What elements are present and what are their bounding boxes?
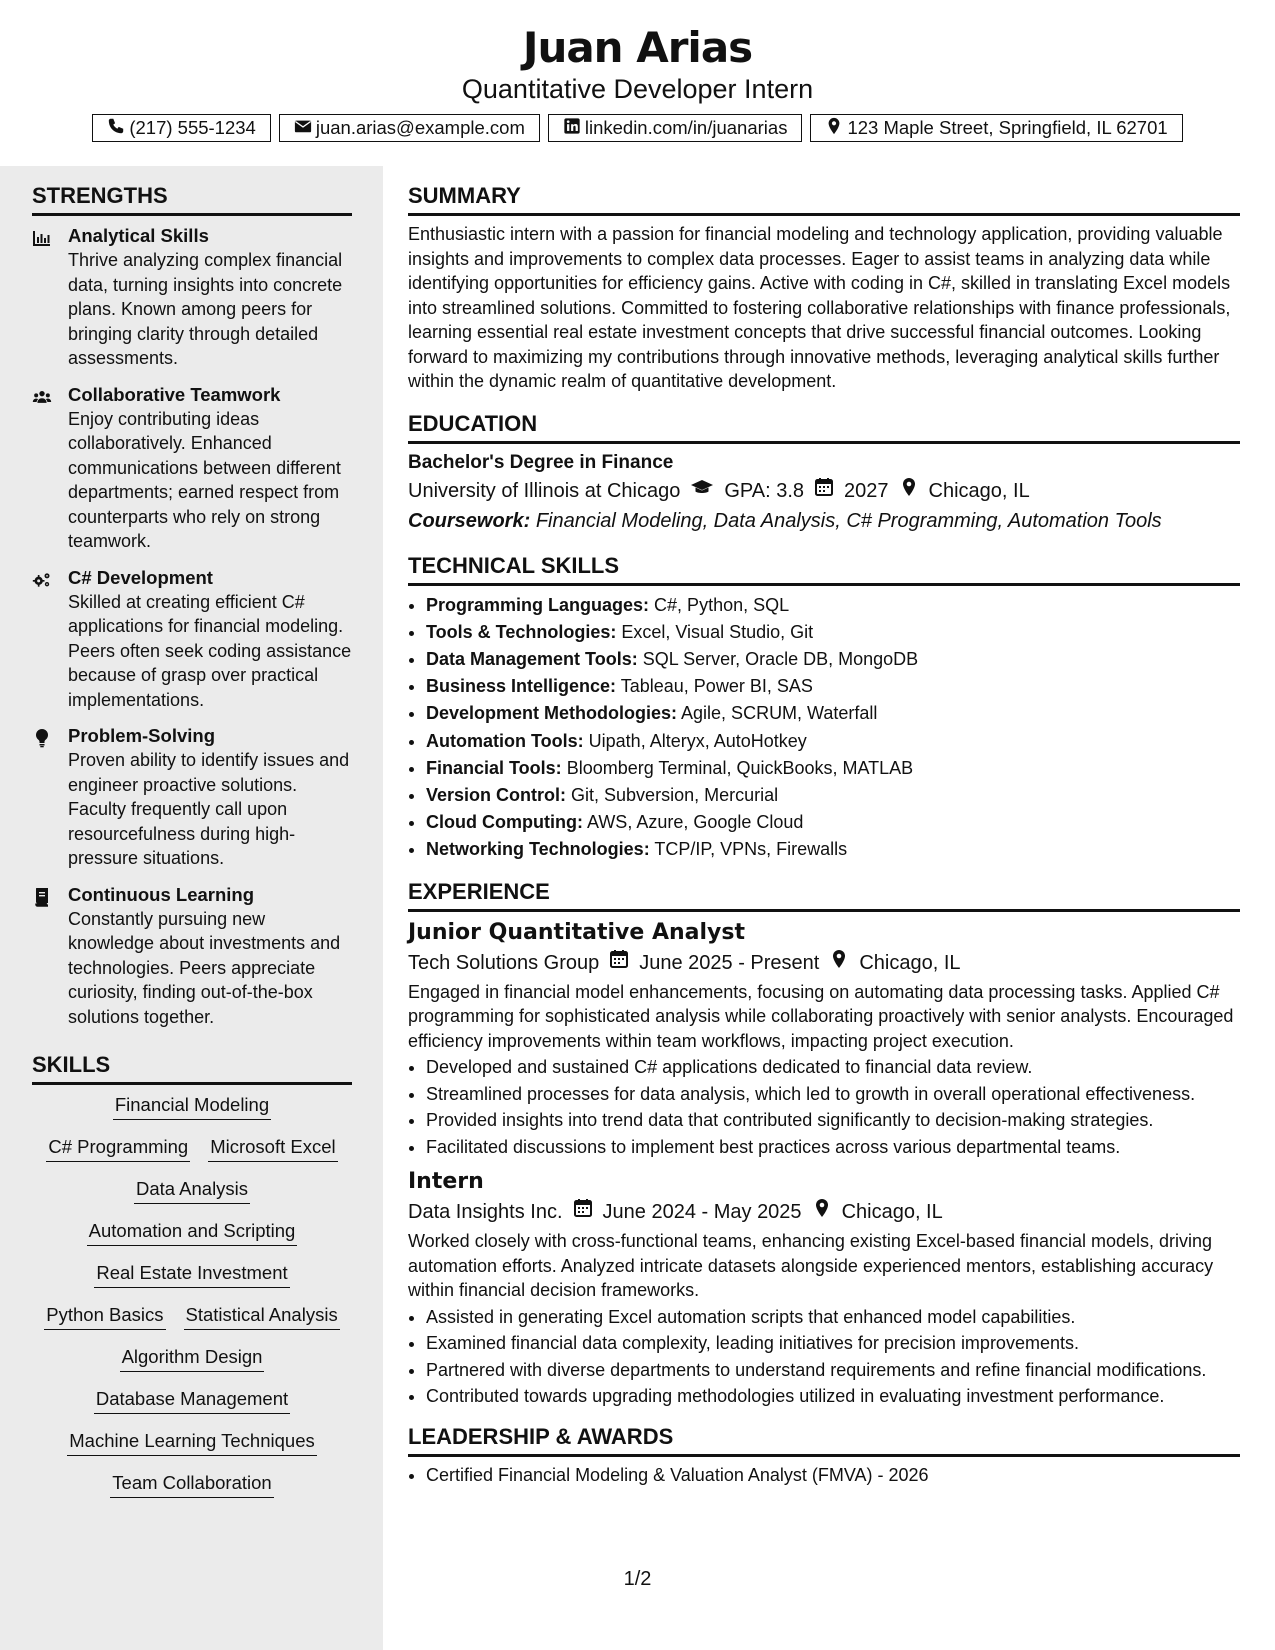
job-dates: June 2024 - May 2025 xyxy=(602,1201,802,1224)
contact-text: (217) 555-1234 xyxy=(129,117,256,138)
list-item xyxy=(426,782,1240,809)
skill-category: Programming Languages: xyxy=(426,594,650,615)
list-item: • Certified Financial Modeling & Valuation Analyst (FMVA) - 2026 xyxy=(426,1463,1240,1488)
skill-category: Version Control: xyxy=(426,784,567,805)
strength-item xyxy=(32,383,352,554)
strength-title: Problem-Solving xyxy=(68,725,215,746)
job-description: Engaged in financial model enhancements, focusing on automating data processing tasks. Applied C# programming for sophisticated analysis while collaborating proactively with senior analysts. Encouraged efficiency improvements within team workflows, impacting project execution. xyxy=(408,981,1234,1051)
strength-desc: Constantly pursuing new knowledge about investments and technologies. Peers appreciate curiosity, finding out-of-the-box solutions together. xyxy=(68,908,341,1027)
skill-category: Development Methodologies: xyxy=(426,703,678,724)
skill-values: Tableau, Power BI, SAS xyxy=(620,676,813,697)
technical-skills-heading: TECHNICAL SKILLS xyxy=(408,552,1240,586)
list-item: • Developed and sustained C# applications dedicated to financial data review. xyxy=(426,1055,1240,1080)
list-item: • Partnered with diverse departments to understand requirements and refine financial modifications. xyxy=(426,1358,1240,1383)
bar-chart-icon xyxy=(32,235,52,252)
experience-heading: EXPERIENCE xyxy=(408,878,1240,912)
graduation-year: 2027 xyxy=(844,479,889,502)
job-bullets xyxy=(408,1305,1240,1409)
job-location: Chicago, IL xyxy=(859,951,961,974)
graduation-cap-icon xyxy=(690,476,714,506)
main-column xyxy=(408,166,1240,1489)
skill-category: Data Management Tools: xyxy=(426,648,638,669)
location-pin-icon xyxy=(825,117,843,140)
strength-item xyxy=(32,883,352,1030)
coursework-list: Financial Modeling, Data Analysis, C# Programming, Automation Tools xyxy=(535,509,1162,532)
skill-tag: Database Management xyxy=(94,1385,290,1414)
list-item: • Assisted in generating Excel automation scripts that enhanced model capabilities. xyxy=(426,1305,1240,1330)
skill-values: AWS, Azure, Google Cloud xyxy=(586,812,804,833)
skill-values: TCP/IP, VPNs, Firewalls xyxy=(654,839,848,860)
strengths-heading: STRENGTHS xyxy=(32,182,352,216)
lightbulb-icon xyxy=(32,735,52,752)
education-heading: EDUCATION xyxy=(408,410,1240,444)
list-item xyxy=(426,619,1240,646)
company-name: Tech Solutions Group xyxy=(408,951,600,974)
summary-text: Enthusiastic intern with a passion for financial modeling and technology application, providing valuable insights and improvements to complex data processes. Eager to assist teams in analyzing data while identifying opportunities for efficiency gains. Active with coding in C#, skilled in translating Excel models into streamlined solutions. Committed to fostering collaborative relationships with finance professionals, learning essential real estate investment concepts that drive successful financial outcomes. Looking forward to maximizing my contributions through innovative methods, leveraging analytical skills further within the dynamic realm of quantitative development. xyxy=(408,224,1231,391)
list-item xyxy=(426,592,1240,619)
phone-icon xyxy=(107,117,125,140)
skill-values: Excel, Visual Studio, Git xyxy=(621,621,814,642)
users-icon xyxy=(32,394,52,411)
list-item xyxy=(426,646,1240,673)
strength-desc: Skilled at creating efficient C# applications for financial modeling. Peers often seek coding assistance because of grasp over practical implementations. xyxy=(68,591,352,710)
contact-email[interactable] xyxy=(279,114,540,142)
skill-tag: Statistical Analysis xyxy=(184,1301,340,1330)
skills-heading: SKILLS xyxy=(32,1051,352,1085)
strength-title: Continuous Learning xyxy=(68,883,255,905)
list-item xyxy=(426,836,1240,863)
sidebar xyxy=(0,166,383,1650)
job-bullets xyxy=(408,1055,1240,1159)
location-pin-icon xyxy=(829,948,849,978)
strength-desc: Thrive analyzing complex financial data, turning insights into concrete plans. Known among peers for bringing clarity through detailed assessments. xyxy=(68,250,343,368)
leadership-list xyxy=(408,1463,1240,1488)
job-dates: June 2025 - Present xyxy=(639,951,820,974)
job-title: Junior Quantitative Analyst xyxy=(408,919,745,945)
job-entry xyxy=(408,918,1240,1160)
linkedin-icon xyxy=(563,117,581,140)
gears-icon xyxy=(32,577,52,594)
skill-tag: Data Analysis xyxy=(134,1175,250,1204)
list-item: • Streamlined processes for data analysis, which led to growth in overall operational effectiveness. xyxy=(426,1082,1240,1107)
strength-title: Collaborative Teamwork xyxy=(68,383,281,405)
contact-text: juan.arias@example.com xyxy=(315,117,525,138)
skill-tag: Algorithm Design xyxy=(120,1343,265,1372)
skill-values: C#, Python, SQL xyxy=(654,594,790,615)
list-item: • Examined financial data complexity, leading initiatives for precision improvements. xyxy=(426,1331,1240,1356)
skill-values: SQL Server, Oracle DB, MongoDB xyxy=(642,648,919,669)
skill-tag: Microsoft Excel xyxy=(208,1133,337,1162)
strength-title: C# Development xyxy=(68,566,213,588)
skill-values: Uipath, Alteryx, AutoHotkey xyxy=(588,730,807,751)
degree-title: Bachelor's Degree in Finance xyxy=(408,451,674,473)
list-item xyxy=(426,673,1240,700)
location-pin-icon xyxy=(812,1197,832,1227)
page-number: 1/2 xyxy=(623,1568,652,1590)
skill-category: Financial Tools: xyxy=(426,757,562,778)
calendar-icon xyxy=(573,1197,593,1227)
contact-text: linkedin.com/in/juanarias xyxy=(584,117,788,138)
skill-category: Networking Technologies: xyxy=(426,839,650,860)
strength-item xyxy=(32,224,352,371)
list-item xyxy=(426,728,1240,755)
skill-tag: Real Estate Investment xyxy=(94,1259,289,1288)
education-meta xyxy=(408,476,1240,506)
skill-category: Tools & Technologies: xyxy=(426,621,617,642)
skill-values: Git, Subversion, Mercurial xyxy=(571,784,779,805)
skill-tag: Python Basics xyxy=(44,1301,165,1330)
calendar-icon xyxy=(609,948,629,978)
contact-linkedin[interactable] xyxy=(548,114,803,142)
strength-item xyxy=(32,724,352,871)
candidate-name: Juan Arias xyxy=(522,23,753,72)
contact-phone[interactable] xyxy=(92,114,271,142)
skill-values: Bloomberg Terminal, QuickBooks, MATLAB xyxy=(566,757,914,778)
skill-tag: C# Programming xyxy=(46,1133,190,1162)
list-item xyxy=(426,755,1240,782)
job-meta xyxy=(408,948,1240,978)
list-item: • Provided insights into trend data that contributed significantly to decision-making strategies. xyxy=(426,1108,1240,1133)
skill-tag: Financial Modeling xyxy=(113,1091,271,1120)
coursework xyxy=(408,506,1240,536)
job-meta xyxy=(408,1197,1240,1227)
gpa: GPA: 3.8 xyxy=(724,479,805,502)
calendar-icon xyxy=(814,476,834,506)
skill-tag: Machine Learning Techniques xyxy=(67,1427,316,1456)
coursework-label: Coursework: xyxy=(408,509,531,532)
contact-address[interactable] xyxy=(810,114,1182,142)
strength-desc: Proven ability to identify issues and engineer proactive solutions. Faculty frequently call upon resourcefulness during high-pressure situations. xyxy=(68,750,350,868)
contact-bar xyxy=(0,114,1275,142)
summary-heading: SUMMARY xyxy=(408,182,1240,216)
company-name: Data Insights Inc. xyxy=(408,1201,563,1224)
skill-values: Agile, SCRUM, Waterfall xyxy=(681,703,878,724)
leadership-heading: LEADERSHIP & AWARDS xyxy=(408,1423,1240,1457)
technical-skills-list xyxy=(408,592,1240,864)
job-location: Chicago, IL xyxy=(841,1201,943,1224)
location-pin-icon xyxy=(899,476,919,506)
skill-category: Cloud Computing: xyxy=(426,812,583,833)
skill-category: Business Intelligence: xyxy=(426,676,617,697)
skill-category: Automation Tools: xyxy=(426,730,584,751)
book-icon xyxy=(32,894,52,911)
list-item xyxy=(426,809,1240,836)
job-entry xyxy=(408,1167,1240,1409)
list-item: • Contributed towards upgrading methodologies utilized in evaluating investment performance. xyxy=(426,1384,1240,1409)
list-item xyxy=(426,700,1240,727)
job-description: Worked closely with cross-functional teams, enhancing existing Excel-based financial models, driving automation efforts. Analyzed intricate datasets alongside experienced mentors, establishing accuracy within financial decision frameworks. xyxy=(408,1231,1214,1301)
skill-tag: Team Collaboration xyxy=(110,1469,273,1498)
strength-title: Analytical Skills xyxy=(68,225,209,246)
school-name: University of Illinois at Chicago xyxy=(408,479,681,502)
school-location: Chicago, IL xyxy=(928,479,1030,502)
job-title: Intern xyxy=(408,1169,484,1195)
skills-list xyxy=(32,1091,352,1498)
skill-tag: Automation and Scripting xyxy=(87,1217,298,1246)
envelope-icon xyxy=(294,117,312,140)
strength-item xyxy=(32,566,352,713)
strength-desc: Enjoy contributing ideas collaboratively. Enhanced communications between different departments; earned respect from counterparts who rely on strong teamwork. xyxy=(68,408,341,551)
candidate-role: Quantitative Developer Intern xyxy=(461,74,814,104)
list-item: • Facilitated discussions to implement best practices across various departmental teams. xyxy=(426,1135,1240,1160)
contact-text: 123 Maple Street, Springfield, IL 62701 xyxy=(847,117,1168,138)
